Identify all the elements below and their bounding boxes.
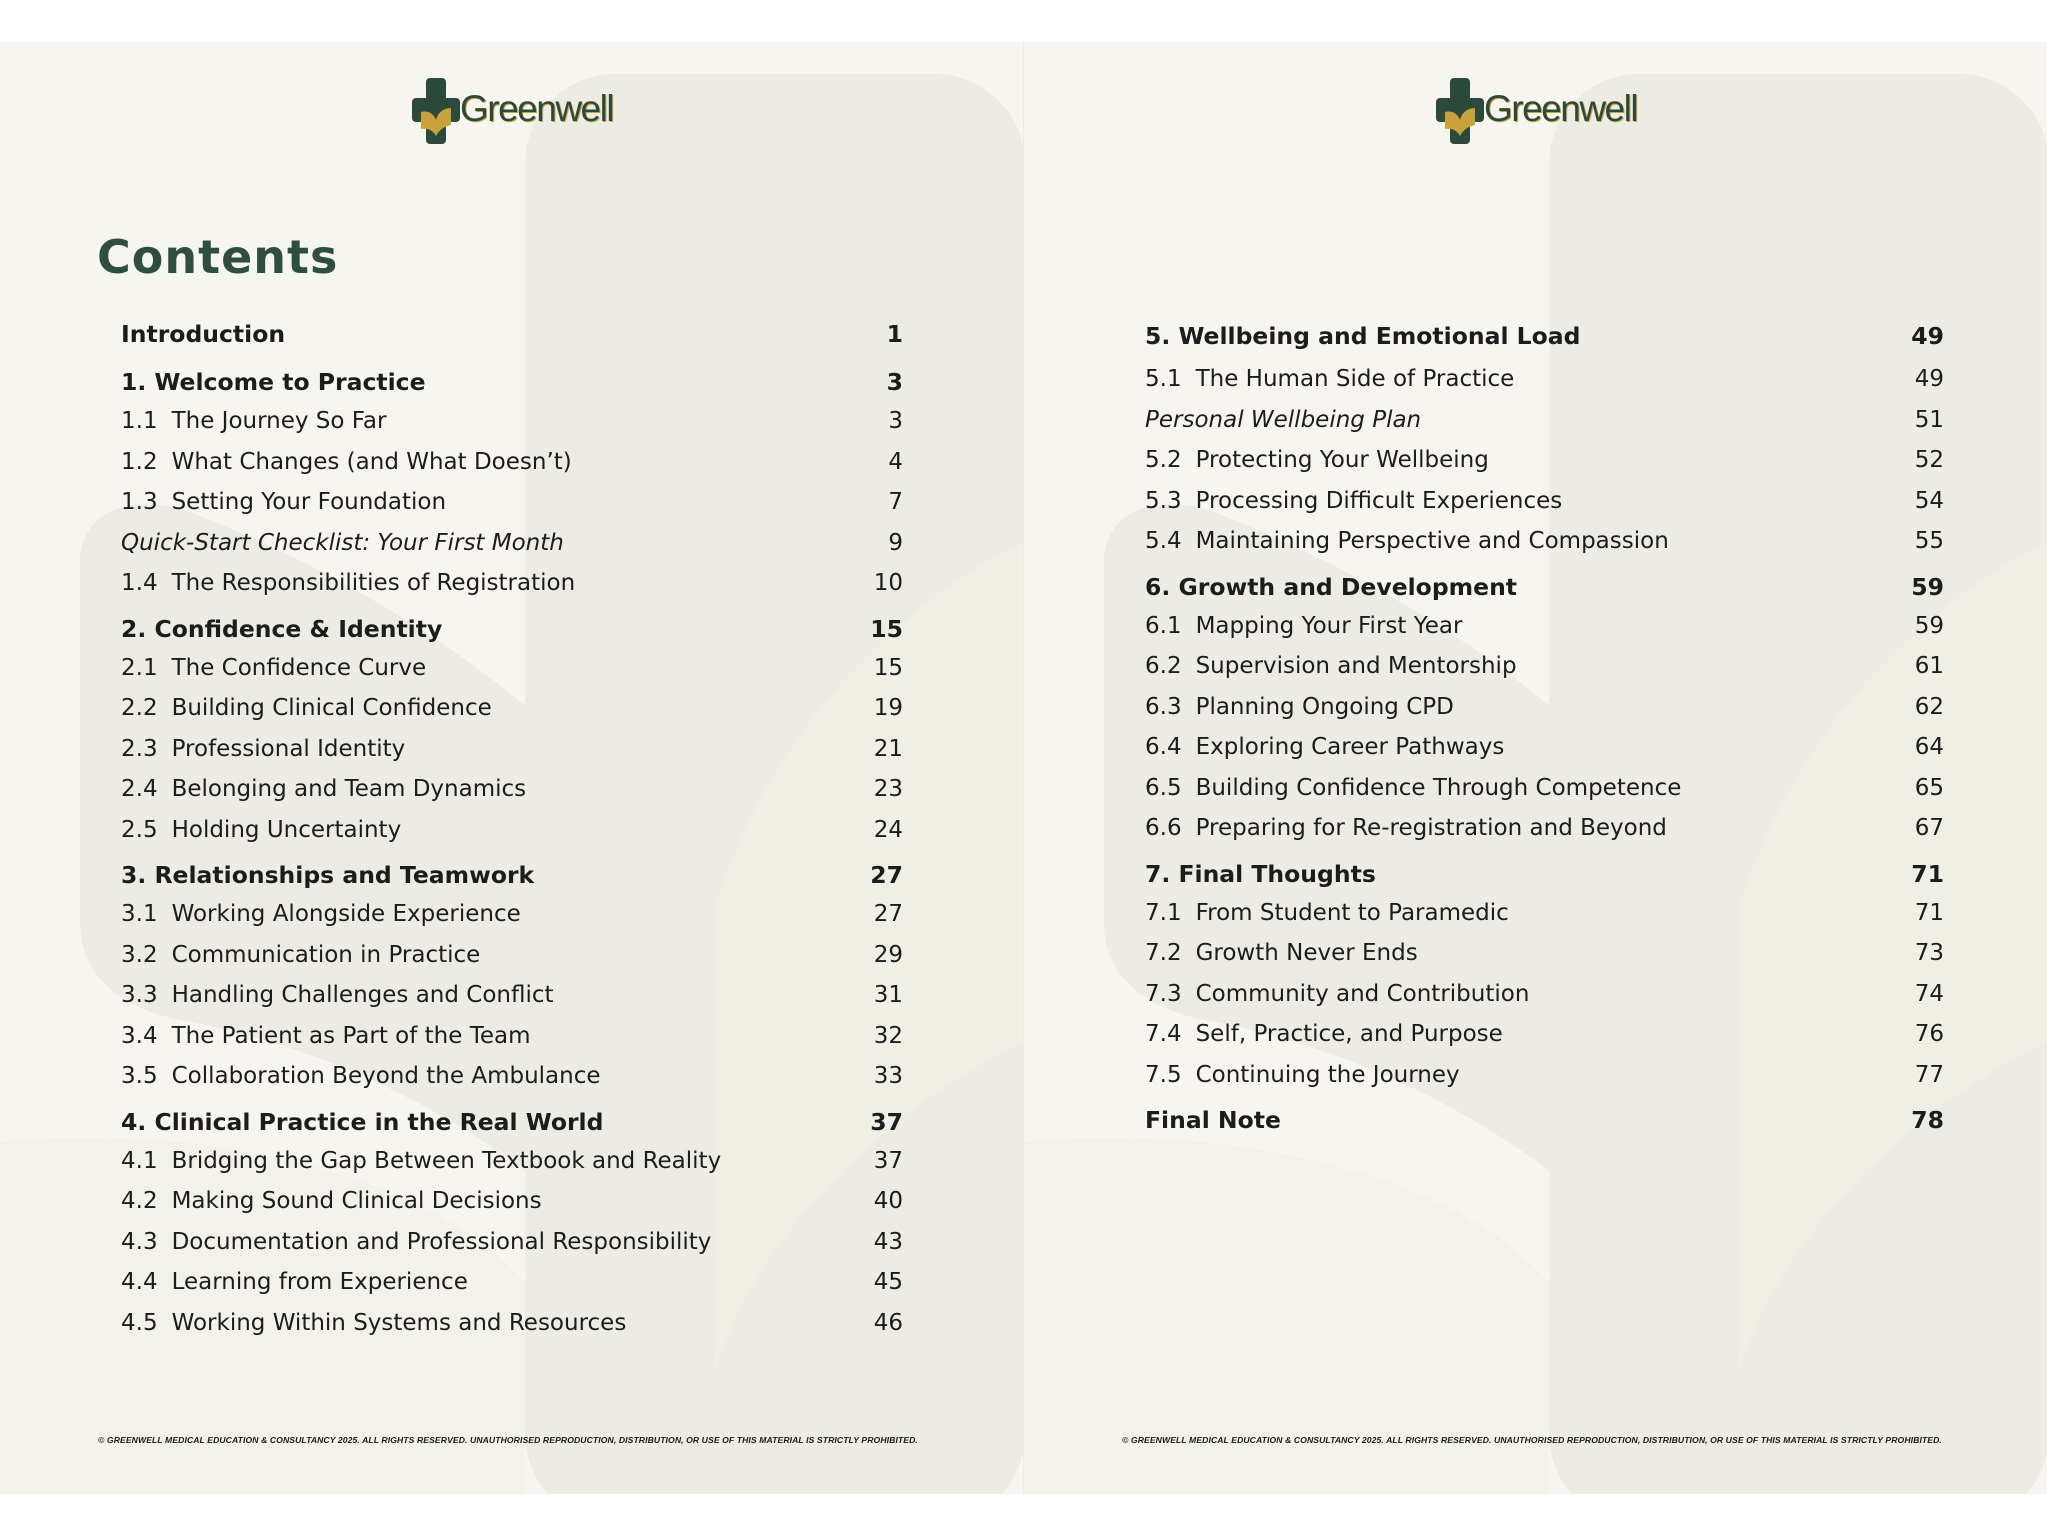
toc-entry-title: 6. Growth and Development: [1145, 572, 1518, 601]
toc-entry-row[interactable]: [1145, 734, 1945, 775]
toc-entry-title: 5. Wellbeing and Emotional Load: [1145, 322, 1581, 350]
toc-list-left: [121, 320, 901, 1350]
toc-page-number: 67: [1914, 815, 1944, 841]
toc-page-number: 54: [1914, 487, 1944, 514]
greenwell-logo: [1436, 76, 1636, 148]
toc-entry-title: Bridging the Gap Between Textbook and Reality: [171, 1147, 722, 1174]
toc-page-number: 49: [1911, 322, 1944, 350]
toc-entry-title: Working Alongside Experience: [171, 901, 521, 927]
toc-entry-title: 7. Final Thoughts: [1145, 859, 1376, 888]
toc-entry-number: 2.3: [121, 735, 158, 762]
toc-entry-number: 4.4: [121, 1269, 158, 1295]
toc-page-number: 77: [1914, 1061, 1944, 1088]
toc-entry-row[interactable]: [121, 655, 901, 696]
toc-entry-title: The Confidence Curve: [171, 654, 427, 681]
toc-entry-number: 7.5: [1145, 1061, 1182, 1088]
toc-entry-row[interactable]: [1145, 1021, 1945, 1062]
toc-entry-title: Making Sound Clinical Decisions: [171, 1188, 542, 1214]
toc-entry-number: 2.2: [121, 695, 158, 721]
toc-entry-number: 1.4: [121, 570, 158, 596]
toc-entry-number: 1.3: [121, 489, 158, 515]
toc-entry-title: Professional Identity: [171, 735, 406, 762]
right-page: [1024, 42, 2047, 1494]
toc-page-number: 73: [1914, 940, 1944, 966]
toc-page-number: 10: [873, 570, 903, 596]
toc-entry-row[interactable]: [1145, 940, 1945, 981]
toc-entry-number: 6.3: [1145, 693, 1182, 720]
toc-page-number: 1: [886, 320, 903, 348]
toc-page-number: 40: [873, 1188, 903, 1214]
toc-entry-number: 7.1: [1145, 899, 1182, 926]
toc-page-number: 29: [873, 941, 903, 968]
toc-entry-number: 7.2: [1145, 940, 1182, 966]
toc-section-row[interactable]: [1145, 569, 1945, 613]
toc-entry-title: The Patient as Part of the Team: [171, 1022, 531, 1049]
toc-entry-title: Planning Ongoing CPD: [1195, 693, 1454, 720]
toc-entry-title: Learning from Experience: [171, 1269, 468, 1295]
toc-entry-row[interactable]: [121, 530, 901, 571]
toc-entry-row[interactable]: [121, 1229, 901, 1270]
toc-page-number: 65: [1914, 774, 1944, 801]
toc-entry-row[interactable]: [121, 776, 901, 817]
toc-page-number: 3: [888, 408, 903, 434]
toc-page-number: 78: [1911, 1106, 1944, 1134]
toc-entry-row[interactable]: [121, 817, 901, 858]
toc-entry-number: 3.3: [121, 982, 158, 1008]
toc-entry-row[interactable]: [1145, 815, 1945, 856]
toc-entry-row[interactable]: [121, 901, 901, 942]
toc-page-number: 43: [873, 1228, 903, 1255]
greenwell-logo: [412, 76, 612, 148]
toc-entry-row[interactable]: [121, 1148, 901, 1189]
toc-page-number: 3: [886, 368, 903, 396]
toc-entry-title: Mapping Your First Year: [1195, 612, 1463, 639]
toc-page-number: 59: [1911, 572, 1944, 601]
toc-entry-row[interactable]: [1145, 775, 1945, 816]
toc-page-number: 7: [888, 489, 903, 515]
toc-page-number: 59: [1914, 612, 1944, 639]
toc-entry-number: 7.4: [1145, 1021, 1182, 1047]
toc-entry-number: 2.4: [121, 776, 158, 802]
toc-page-number: 55: [1914, 528, 1944, 554]
toc-entry-title: Building Confidence Through Competence: [1195, 774, 1682, 801]
toc-entry-number: 1.1: [121, 408, 158, 434]
toc-entry-title: Handling Challenges and Conflict: [171, 982, 554, 1008]
toc-entry-title: Preparing for Re-registration and Beyond: [1195, 815, 1667, 841]
toc-entry-title: Exploring Career Pathways: [1195, 734, 1505, 760]
toc-page-number: 21: [873, 735, 903, 762]
toc-entry-number: 6.5: [1145, 774, 1182, 801]
toc-entry-row[interactable]: [121, 1310, 901, 1351]
toc-entry-title: 4. Clinical Practice in the Real World: [121, 1107, 604, 1136]
toc-page-number: 37: [870, 1107, 903, 1136]
toc-entry-row[interactable]: [121, 1269, 901, 1310]
toc-section-row[interactable]: [1145, 322, 1945, 366]
toc-entry-title: 3. Relationships and Teamwork: [121, 861, 535, 889]
toc-page-number: 45: [873, 1269, 903, 1295]
toc-entry-title: Documentation and Professional Responsibility: [171, 1228, 712, 1255]
toc-entry-row[interactable]: [1145, 488, 1945, 529]
toc-entry-title: 1. Welcome to Practice: [121, 368, 426, 396]
toc-page-number: 76: [1914, 1021, 1944, 1047]
toc-entry-row[interactable]: [1145, 900, 1945, 941]
toc-page-number: 23: [873, 776, 903, 802]
document-spread: [0, 42, 2048, 1494]
toc-entry-number: 7.3: [1145, 980, 1182, 1007]
toc-entry-title: Continuing the Journey: [1195, 1061, 1460, 1088]
toc-entry-row[interactable]: [1145, 366, 1945, 407]
page-title: Contents: [97, 230, 339, 284]
toc-entry-row[interactable]: [121, 942, 901, 983]
toc-entry-number: 5.4: [1145, 528, 1182, 554]
toc-page-number: 71: [1914, 899, 1944, 926]
toc-entry-row[interactable]: [1145, 1062, 1945, 1103]
toc-section-row[interactable]: [121, 320, 901, 364]
toc-entry-title: Setting Your Foundation: [171, 489, 447, 515]
toc-page-number: 24: [873, 816, 903, 843]
toc-entry-row[interactable]: [121, 1063, 901, 1104]
toc-entry-row[interactable]: [1145, 981, 1945, 1022]
brand-name: Greenwell: [1484, 88, 1638, 129]
toc-entry-title: Working Within Systems and Resources: [171, 1309, 627, 1336]
toc-entry-row[interactable]: [1145, 407, 1945, 448]
toc-entry-number: 4.3: [121, 1228, 158, 1255]
toc-entry-title: Personal Wellbeing Plan: [1145, 406, 1422, 433]
toc-entry-title: Introduction: [121, 320, 286, 348]
toc-entry-row[interactable]: [121, 1023, 901, 1064]
toc-entry-number: 6.1: [1145, 612, 1182, 639]
copyright-footer: © GREENWELL MEDICAL EDUCATION & CONSULTANCY 2025. ALL RIGHTS RESERVED. UNAUTHORISED REPRODUCTION, DISTRIBUTION, OR USE OF THIS MATERIAL IS STRICTLY PROHIBITED.: [98, 1435, 918, 1445]
toc-entry-row[interactable]: [1145, 694, 1945, 735]
brand-name: Greenwell: [460, 88, 614, 129]
toc-page-number: 62: [1914, 693, 1944, 720]
cross-book-icon: [412, 76, 460, 148]
toc-entry-number: 6.6: [1145, 815, 1182, 841]
toc-entry-row[interactable]: [121, 1188, 901, 1229]
toc-entry-number: 3.4: [121, 1022, 158, 1049]
toc-page-number: 27: [870, 861, 903, 889]
toc-section-row[interactable]: [1145, 1102, 1945, 1146]
toc-section-row[interactable]: [121, 1104, 901, 1148]
toc-page-number: 27: [873, 901, 903, 927]
toc-section-row[interactable]: [121, 857, 901, 901]
toc-page-number: 49: [1914, 366, 1944, 392]
toc-entry-row[interactable]: [121, 695, 901, 736]
toc-entry-row[interactable]: [1145, 447, 1945, 488]
left-page: [0, 42, 1023, 1494]
toc-entry-title: Holding Uncertainty: [171, 816, 402, 843]
toc-page-number: 51: [1914, 406, 1944, 433]
toc-page-number: 15: [870, 614, 903, 643]
toc-entry-title: Final Note: [1145, 1106, 1281, 1134]
toc-page-number: 15: [873, 654, 903, 681]
toc-entry-number: 2.5: [121, 816, 158, 843]
toc-entry-row[interactable]: [1145, 528, 1945, 569]
toc-entry-title: From Student to Paramedic: [1195, 899, 1509, 926]
toc-entry-row[interactable]: [121, 449, 901, 490]
toc-entry-row[interactable]: [121, 736, 901, 777]
toc-entry-title: What Changes (and What Doesn’t): [171, 448, 572, 475]
toc-entry-number: 3.5: [121, 1063, 158, 1089]
toc-entry-title: Self, Practice, and Purpose: [1195, 1021, 1503, 1047]
toc-entry-number: 5.2: [1145, 447, 1182, 473]
toc-entry-row[interactable]: [121, 408, 901, 449]
toc-entry-number: 3.2: [121, 941, 158, 968]
toc-entry-row[interactable]: [121, 570, 901, 611]
toc-page-number: 71: [1911, 859, 1944, 888]
toc-entry-title: Belonging and Team Dynamics: [171, 776, 527, 802]
toc-entry-title: Growth Never Ends: [1195, 940, 1418, 966]
toc-entry-title: 2. Confidence & Identity: [121, 614, 443, 643]
toc-entry-row[interactable]: [121, 982, 901, 1023]
toc-section-row[interactable]: [121, 611, 901, 655]
toc-page-number: 32: [873, 1022, 903, 1049]
toc-entry-number: 6.2: [1145, 653, 1182, 679]
toc-entry-number: 4.1: [121, 1147, 158, 1174]
toc-entry-number: 1.2: [121, 448, 158, 475]
toc-entry-title: Collaboration Beyond the Ambulance: [171, 1063, 601, 1089]
toc-page-number: 61: [1914, 653, 1944, 679]
toc-entry-row[interactable]: [1145, 653, 1945, 694]
toc-entry-row[interactable]: [1145, 613, 1945, 654]
toc-entry-title: Protecting Your Wellbeing: [1195, 447, 1489, 473]
toc-entry-title: Processing Difficult Experiences: [1195, 487, 1563, 514]
toc-page-number: 4: [888, 448, 903, 475]
toc-entry-title: The Human Side of Practice: [1195, 366, 1515, 392]
toc-entry-title: Building Clinical Confidence: [171, 695, 492, 721]
toc-entry-number: 3.1: [121, 901, 158, 927]
toc-page-number: 74: [1914, 980, 1944, 1007]
toc-entry-number: 2.1: [121, 654, 158, 681]
toc-entry-title: Community and Contribution: [1195, 980, 1530, 1007]
toc-section-row[interactable]: [121, 364, 901, 408]
toc-list-right: [1145, 322, 1945, 1146]
toc-entry-number: 6.4: [1145, 734, 1182, 760]
toc-page-number: 46: [873, 1309, 903, 1336]
toc-entry-number: 4.2: [121, 1188, 158, 1214]
copyright-footer: © GREENWELL MEDICAL EDUCATION & CONSULTANCY 2025. ALL RIGHTS RESERVED. UNAUTHORISED REPRODUCTION, DISTRIBUTION, OR USE OF THIS MATERIAL IS STRICTLY PROHIBITED.: [1122, 1435, 1942, 1445]
toc-page-number: 19: [873, 695, 903, 721]
toc-page-number: 52: [1914, 447, 1944, 473]
toc-entry-number: 5.1: [1145, 366, 1182, 392]
toc-entry-title: Quick-Start Checklist: Your First Month: [121, 529, 564, 556]
toc-page-number: 37: [873, 1147, 903, 1174]
cross-book-icon: [1436, 76, 1484, 148]
toc-entry-title: Communication in Practice: [171, 941, 481, 968]
toc-page-number: 64: [1914, 734, 1944, 760]
toc-entry-number: 5.3: [1145, 487, 1182, 514]
toc-entry-title: Supervision and Mentorship: [1195, 653, 1517, 679]
toc-entry-title: Maintaining Perspective and Compassion: [1195, 528, 1669, 554]
toc-section-row[interactable]: [1145, 856, 1945, 900]
toc-entry-title: The Journey So Far: [171, 408, 387, 434]
toc-page-number: 9: [888, 529, 903, 556]
toc-page-number: 33: [873, 1063, 903, 1089]
toc-entry-title: The Responsibilities of Registration: [171, 570, 576, 596]
toc-entry-row[interactable]: [121, 489, 901, 530]
toc-page-number: 31: [873, 982, 903, 1008]
toc-entry-number: 4.5: [121, 1309, 158, 1336]
